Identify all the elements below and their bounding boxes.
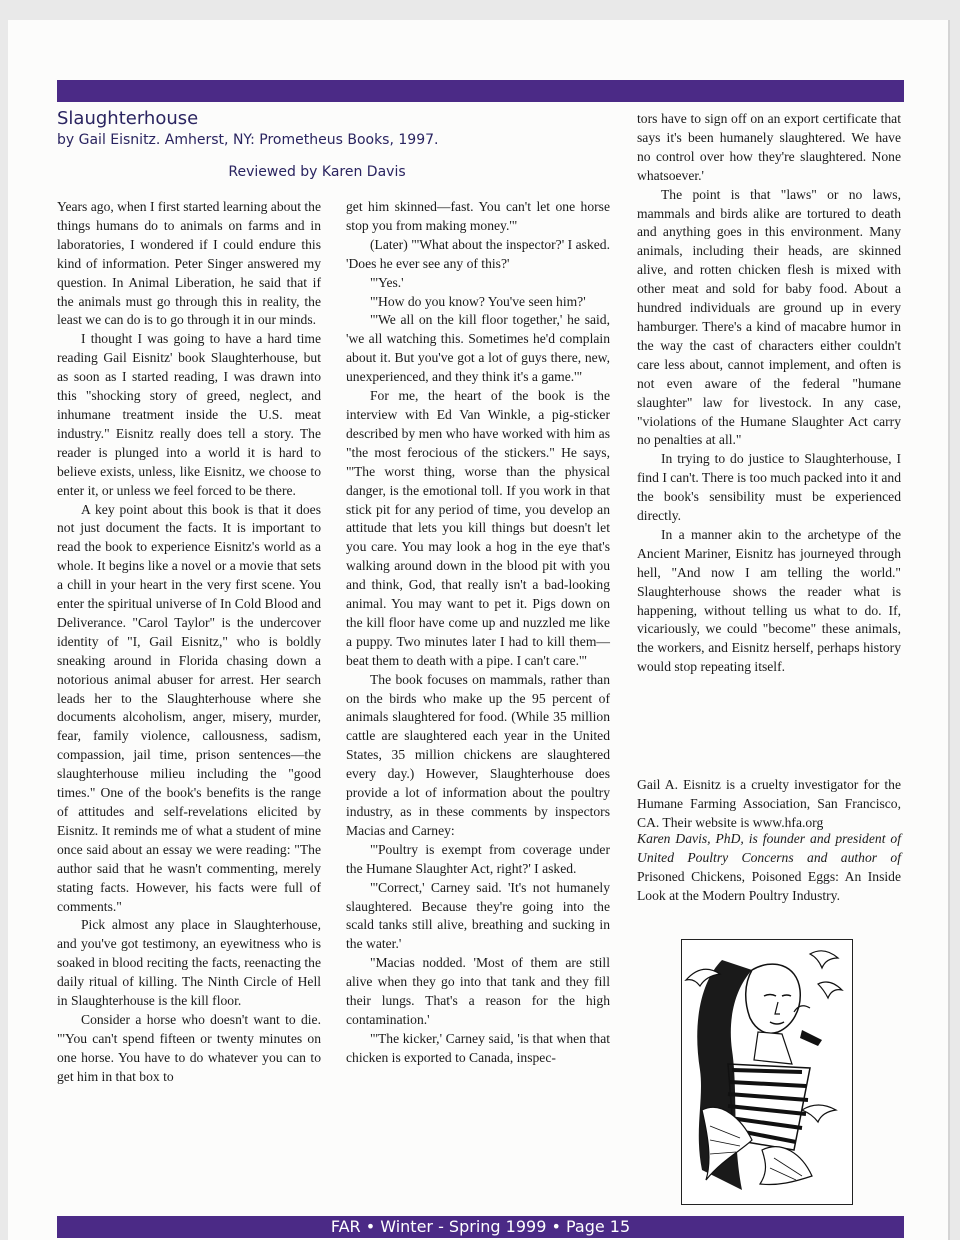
paragraph: "'How do you know? You've seen him?'	[370, 293, 586, 309]
review-header	[57, 108, 617, 182]
paragraph: For me, the heart of the book is the interview with Ed Van Winkle, a pig-sticker described by men who have worked with him as "the most ferocious of the stickers." He says, "'The worst thing, worse than the physical danger, is the emotional toll. If you work in that stick pit for any period of time, you develop an attitude that lets you kill things but doesn't let you care. You may look a hog in the eye that's walking around down in the blood pit with you and think, God, that really isn't a bad-looking animal. You may want to pet it. Pigs down on the kill floor have come up and nuzzled me like a puppy. Two minutes later I had to kill them—beat them to death with a pipe. I can't care.'"	[346, 388, 610, 668]
paragraph: tors have to sign off on an export certificate that says it's been humanely slaughtered. We have no control over how they're slaughtered. None whatsoever.'	[637, 111, 901, 183]
paragraph: (Later) "'What about the inspector?' I asked. 'Does he ever see any of this?'	[346, 236, 610, 271]
paragraph: "Macias nodded. 'Most of them are still alive when they go into that tank and they fill their lungs. That's a reason for the high contamination.'	[346, 955, 610, 1027]
woman-with-birds-illustration	[681, 939, 853, 1205]
footer-bar: FAR • Winter - Spring 1999 • Page 15	[57, 1216, 904, 1238]
paragraph: Years ago, when I first started learning about the things humans do to animals on farms and in laboratories, I wondered if I could endure this kind of information. Peter Singer answered my question. In Animal Liberation, he said that if the animals must go through this in reality, the least we can do is to go through it in our minds.	[57, 199, 322, 328]
paragraph: A key point about this book is that it does not just document the facts. It is important to read the book to experience Eisnitz's world as a whole. It begins like a novel or a movie that sets a chill in your heart in the very first scene. You enter the spiritual universe of In Cold Blood and Deliverance. "Carol Taylor" is the undercover identity of "I, Gail Eisnitz," who is boldly sneaking around in Florida chasing down a notorious animal abuser for arrest. Her search leads her to the Slaughterhouse where she documents alcoholism, anger, misery, murder, fear, family violence, callousness, sadism, compassion, jail time, prison sentences—the slaughterhouse milieu including the "good times." One of the book's benefits is the range of attitudes and self-revelations elicited by Eisnitz. It reminds me of what a student of mine once said about an essay we were reading: "The author said that he wasn't commenting, merely stating facts. However, his facts were full of comments."	[57, 501, 321, 914]
reviewer-bio	[637, 830, 901, 906]
top-accent-bar	[57, 80, 904, 102]
paragraph: Consider a horse who doesn't want to die. "'You can't spend fifteen or twenty minutes on one horse. You have to do whatever you can to get him in that box to	[57, 1011, 321, 1084]
reviewer-bio-text: Karen Davis, PhD, is founder and president of United Poultry Concerns and author of	[637, 831, 901, 865]
paragraph: "'We all on the kill floor together,' he said, 'we all watching this. Sometimes he'd complain about it. But you've got a lot of guys there, new, unexperienced, and they think it's a game.'"	[346, 312, 610, 385]
illustration-drawing	[682, 940, 852, 1204]
paragraph: "'The kicker,' Carney said, 'is that when that chicken is exported to Canada, inspec-	[346, 1030, 610, 1065]
paragraph: "'Yes.'	[370, 274, 404, 290]
column-1	[57, 198, 321, 1087]
paragraph: The point is that "laws" or no laws, mammals and birds alike are tortured to death and anything goes in this environment. Many animals, including their heads, are skinned alive, and rotten chicken flesh is mixed with other meat and sold for baby food. About a hundred individuals are ground up in every hamburger. There's a kind of macabre humor in the way the cast of characters either couldn't care less about, cannot implement, and often is not even aware of the federal "humane slaughter" law for livestock. In any case, "violations of the Humane Slaughter Act carry no penalties at all."	[637, 186, 901, 448]
paragraph: In a manner akin to the archetype of the Ancient Mariner, Eisnitz has journeyed through hell, "And now I am telling the world." Slaughterhouse shows the reader what is happening, without telling us what to do. If, vicariously, we could "become" these animals, the workers, and Eisnitz herself, perhaps history would stop repeating itself.	[637, 526, 901, 675]
paragraph: get him skinned—fast. You can't let one horse stop you from making money.'"	[346, 199, 610, 233]
paragraph: In trying to do justice to Slaughterhouse, I find I can't. There is too much packed into it and the book's sensibility must be experienced directly.	[637, 451, 901, 524]
book-info: by Gail Eisnitz. Amherst, NY: Prometheus Books, 1997.	[57, 132, 439, 148]
paragraph: "'Poultry is exempt from coverage under the Humane Slaughter Act, right?' I asked.	[346, 841, 610, 876]
paragraph: "'Correct,' Carney said. 'It's not humanely slaughtered. Because they're going into the scald tanks still alive, breathing and sucking in the water.'	[346, 879, 610, 952]
column-3	[637, 110, 901, 903]
reviewer-book-title: Prisoned Chickens, Poisoned Eggs: An Inside Look at the Modern Poultry Industry.	[637, 868, 901, 903]
column-2	[346, 198, 610, 1068]
reviewer-line: Reviewed by Karen Davis	[228, 164, 406, 180]
book-title: Slaughterhouse	[57, 108, 199, 129]
paragraph: I thought I was going to have a hard time reading Gail Eisnitz' book Slaughterhouse, but as soon as I started reading, I was drawn into this "shocking story of greed, neglect, and inhumane treatment inside the U.S. meat industry." Eisnitz really does tell a story. The reader is plunged into a world it is hard to believe exists, unless, like Eisnitz, we choose to enter it, or unless we feel forced to be there.	[57, 331, 321, 498]
paragraph: Pick almost any place in Slaughterhouse, and you've got testimony, an eyewitness who is soaked in blood reciting the facts, reenacting the daily ritual of killing. The Ninth Circle of Hell in Slaughterhouse is the kill floor.	[57, 917, 321, 1009]
paragraph: The book focuses on mammals, rather than on the birds who make up the 95 percent of animals slaughtered for food. (While 35 million cattle are slaughtered each year in the United States, 35 million chickens are slaughtered every day.) However, Slaughterhouse does provide a lot of information about the poultry industry, as in these comments by inspectors Macias and Carney:	[346, 671, 610, 838]
author-bio: Gail A. Eisnitz is a cruelty investigator for the Humane Farming Association, San Francisco, CA. Their website is www.hfa.org	[637, 777, 901, 830]
